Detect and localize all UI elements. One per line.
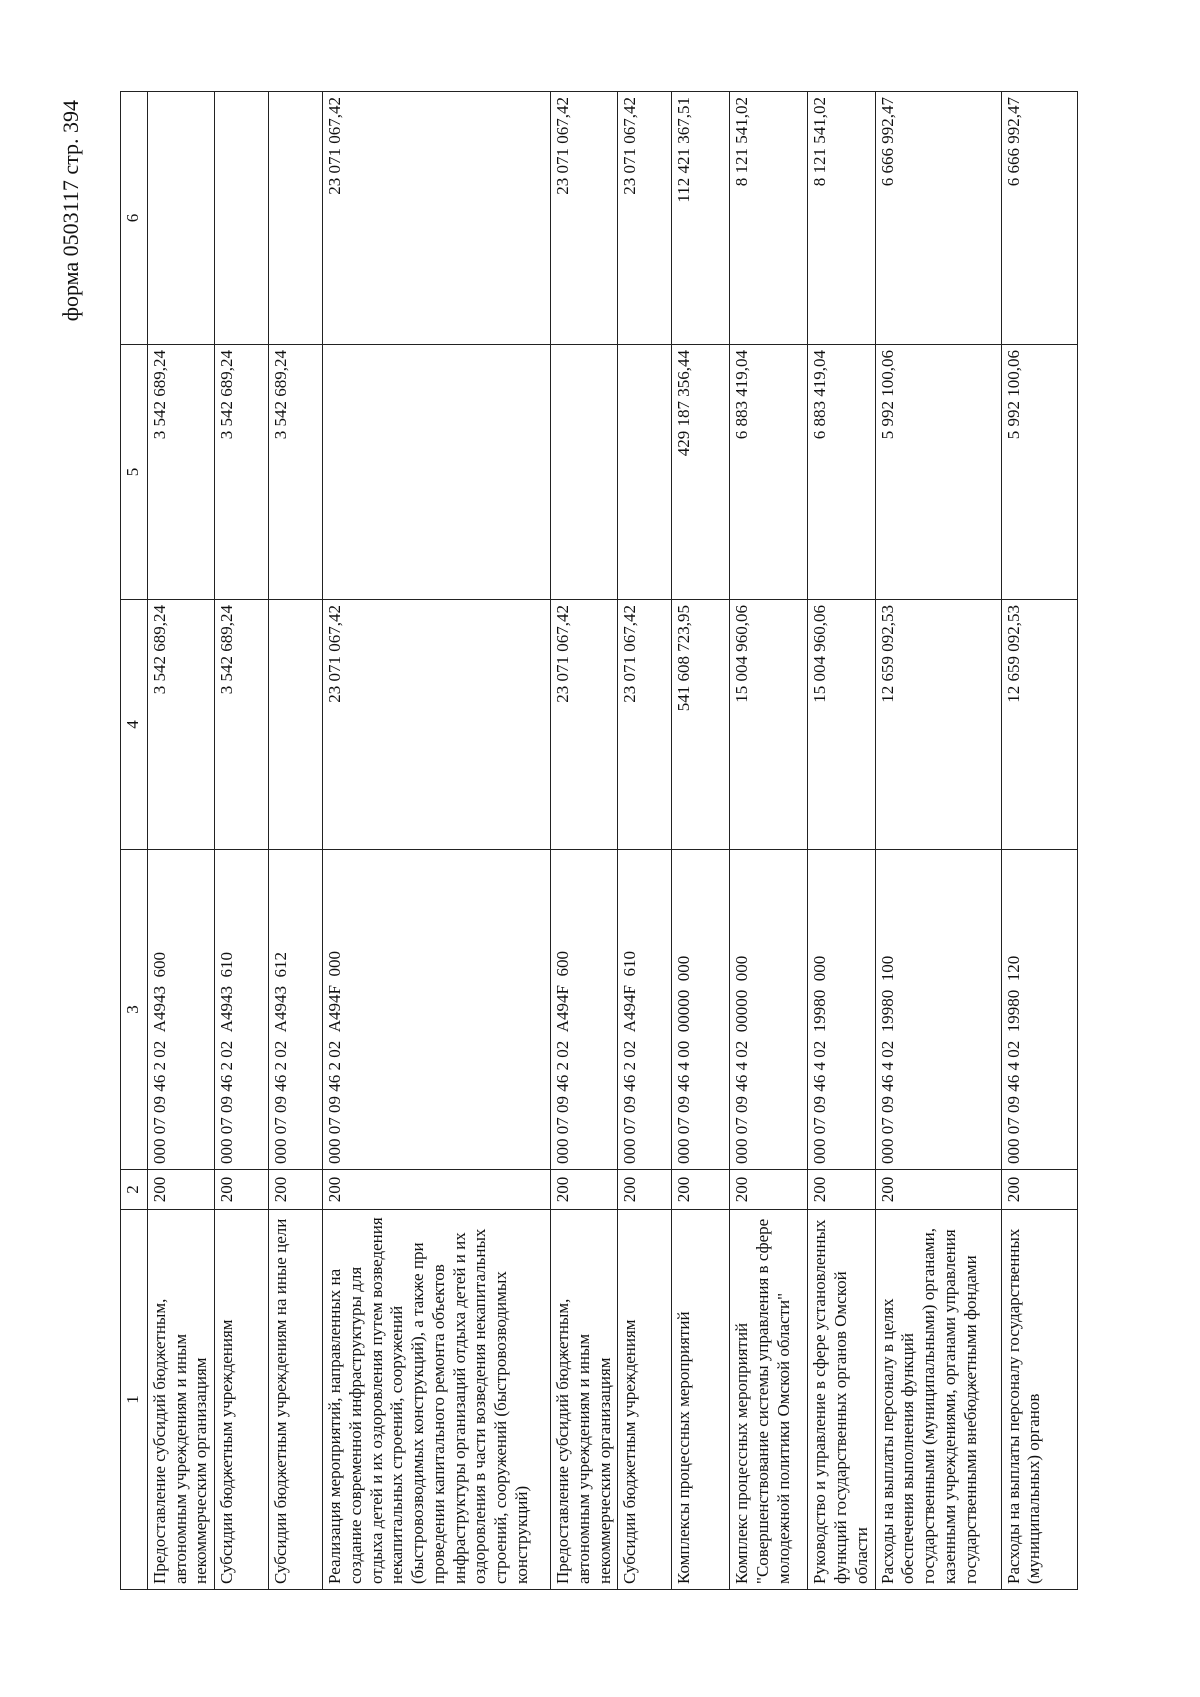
row-value-6: 8 121 541,02 bbox=[808, 92, 875, 345]
row-budget-code: 000 07 09 46 2 02 А4943 610 bbox=[215, 850, 269, 1170]
row-name: Реализация мероприятий, направленных на создание современной инфраструктуры для отдыха детей и их оздоровления путем возведения некапитальных строений, сооружений (быстровозводимых конструкций), а также при проведении капитального ремонта объектов инфраструктуры организаций отдыха детей и их оздоровления в части возведения некапитальных строений, сооружений (быстровозводимых конструкций) bbox=[323, 1210, 551, 1590]
row-value-6: 23 071 067,42 bbox=[618, 92, 672, 345]
row-value-5: 3 542 689,24 bbox=[148, 345, 215, 600]
row-line-code: 200 bbox=[618, 1170, 672, 1210]
row-line-code: 200 bbox=[148, 1170, 215, 1210]
row-line-code: 200 bbox=[808, 1170, 875, 1210]
row-value-6 bbox=[215, 92, 269, 345]
row-value-4: 3 542 689,24 bbox=[215, 600, 269, 850]
row-line-code: 200 bbox=[323, 1170, 551, 1210]
row-value-4: 12 659 092,53 bbox=[1001, 600, 1077, 850]
row-line-code: 200 bbox=[269, 1170, 323, 1210]
row-value-5: 5 992 100,06 bbox=[875, 345, 1001, 600]
row-name: Расходы на выплаты персоналу государственных (муниципальных) органов bbox=[1001, 1210, 1077, 1590]
row-name: Расходы на выплаты персоналу в целях обеспечения выполнения функций государственными (муниципальными) органами, казенными учреждениями, органами управления государственными внебюджетными фондами bbox=[875, 1210, 1001, 1590]
row-value-6: 112 421 367,51 bbox=[672, 92, 730, 345]
rotated-page bbox=[58, 80, 1080, 1590]
row-value-4: 541 608 723,95 bbox=[672, 600, 730, 850]
row-value-5 bbox=[323, 345, 551, 600]
row-value-4: 23 071 067,42 bbox=[323, 600, 551, 850]
col-header-1: 1 bbox=[121, 1210, 148, 1590]
row-budget-code: 000 07 09 46 2 02 А494F 000 bbox=[323, 850, 551, 1170]
row-name: Предоставление субсидий бюджетным, автономным учреждениям и иным некоммерческим организациям bbox=[551, 1210, 618, 1590]
row-value-6 bbox=[269, 92, 323, 345]
row-value-4: 15 004 960,06 bbox=[808, 600, 875, 850]
row-value-6: 23 071 067,42 bbox=[323, 92, 551, 345]
row-value-6: 6 666 992,47 bbox=[1001, 92, 1077, 345]
row-value-5: 6 883 419,04 bbox=[808, 345, 875, 600]
col-header-5: 5 bbox=[121, 345, 148, 600]
row-line-code: 200 bbox=[875, 1170, 1001, 1210]
row-line-code: 200 bbox=[1001, 1170, 1077, 1210]
row-budget-code: 000 07 09 46 4 02 00000 000 bbox=[730, 850, 808, 1170]
row-value-6 bbox=[148, 92, 215, 345]
table-row bbox=[618, 92, 672, 1590]
row-value-5: 6 883 419,04 bbox=[730, 345, 808, 600]
row-value-5: 3 542 689,24 bbox=[269, 345, 323, 600]
row-budget-code: 000 07 09 46 2 02 А4943 600 bbox=[148, 850, 215, 1170]
table-row bbox=[551, 92, 618, 1590]
row-value-4: 12 659 092,53 bbox=[875, 600, 1001, 850]
row-value-6: 8 121 541,02 bbox=[730, 92, 808, 345]
table-row bbox=[1001, 92, 1077, 1590]
row-budget-code: 000 07 09 46 4 02 19980 000 bbox=[808, 850, 875, 1170]
col-header-6: 6 bbox=[121, 92, 148, 345]
form-reference: форма 0503117 стр. 394 bbox=[58, 100, 83, 322]
col-header-2: 2 bbox=[121, 1170, 148, 1210]
table-row bbox=[269, 92, 323, 1590]
row-value-5: 5 992 100,06 bbox=[1001, 345, 1077, 600]
row-line-code: 200 bbox=[215, 1170, 269, 1210]
row-budget-code: 000 07 09 46 2 02 А4943 612 bbox=[269, 850, 323, 1170]
row-value-5: 429 187 356,44 bbox=[672, 345, 730, 600]
row-value-6: 6 666 992,47 bbox=[875, 92, 1001, 345]
row-name: Предоставление субсидий бюджетным, автономным учреждениям и иным некоммерческим организациям bbox=[148, 1210, 215, 1590]
row-value-4: 15 004 960,06 bbox=[730, 600, 808, 850]
row-budget-code: 000 07 09 46 4 02 19980 100 bbox=[875, 850, 1001, 1170]
row-budget-code: 000 07 09 46 2 02 А494F 610 bbox=[618, 850, 672, 1170]
row-value-6: 23 071 067,42 bbox=[551, 92, 618, 345]
row-name: Комплексы процессных мероприятий bbox=[672, 1210, 730, 1590]
table-row bbox=[672, 92, 730, 1590]
row-value-5 bbox=[551, 345, 618, 600]
table-row bbox=[323, 92, 551, 1590]
row-budget-code: 000 07 09 46 2 02 А494F 600 bbox=[551, 850, 618, 1170]
row-name: Субсидии бюджетным учреждениям bbox=[618, 1210, 672, 1590]
table-row bbox=[875, 92, 1001, 1590]
col-header-4: 4 bbox=[121, 600, 148, 850]
table-row bbox=[215, 92, 269, 1590]
row-line-code: 200 bbox=[551, 1170, 618, 1210]
report-table bbox=[120, 91, 1078, 1590]
row-budget-code: 000 07 09 46 4 02 19980 120 bbox=[1001, 850, 1077, 1170]
table-row bbox=[730, 92, 808, 1590]
column-number-row bbox=[121, 92, 148, 1590]
row-value-5 bbox=[618, 345, 672, 600]
row-name: Руководство и управление в сфере установленных функций государственных органов Омской области bbox=[808, 1210, 875, 1590]
row-line-code: 200 bbox=[672, 1170, 730, 1210]
row-name: Субсидии бюджетным учреждениям на иные цели bbox=[269, 1210, 323, 1590]
row-value-4: 23 071 067,42 bbox=[551, 600, 618, 850]
row-value-4 bbox=[269, 600, 323, 850]
row-name: Субсидии бюджетным учреждениям bbox=[215, 1210, 269, 1590]
row-value-4: 23 071 067,42 bbox=[618, 600, 672, 850]
row-line-code: 200 bbox=[730, 1170, 808, 1210]
row-value-5: 3 542 689,24 bbox=[215, 345, 269, 600]
row-value-4: 3 542 689,24 bbox=[148, 600, 215, 850]
row-budget-code: 000 07 09 46 4 00 00000 000 bbox=[672, 850, 730, 1170]
table-row bbox=[148, 92, 215, 1590]
table-row bbox=[808, 92, 875, 1590]
row-name: Комплекс процессных мероприятий "Совершенствование системы управления в сфере молодежной политики Омской области" bbox=[730, 1210, 808, 1590]
col-header-3: 3 bbox=[121, 850, 148, 1170]
